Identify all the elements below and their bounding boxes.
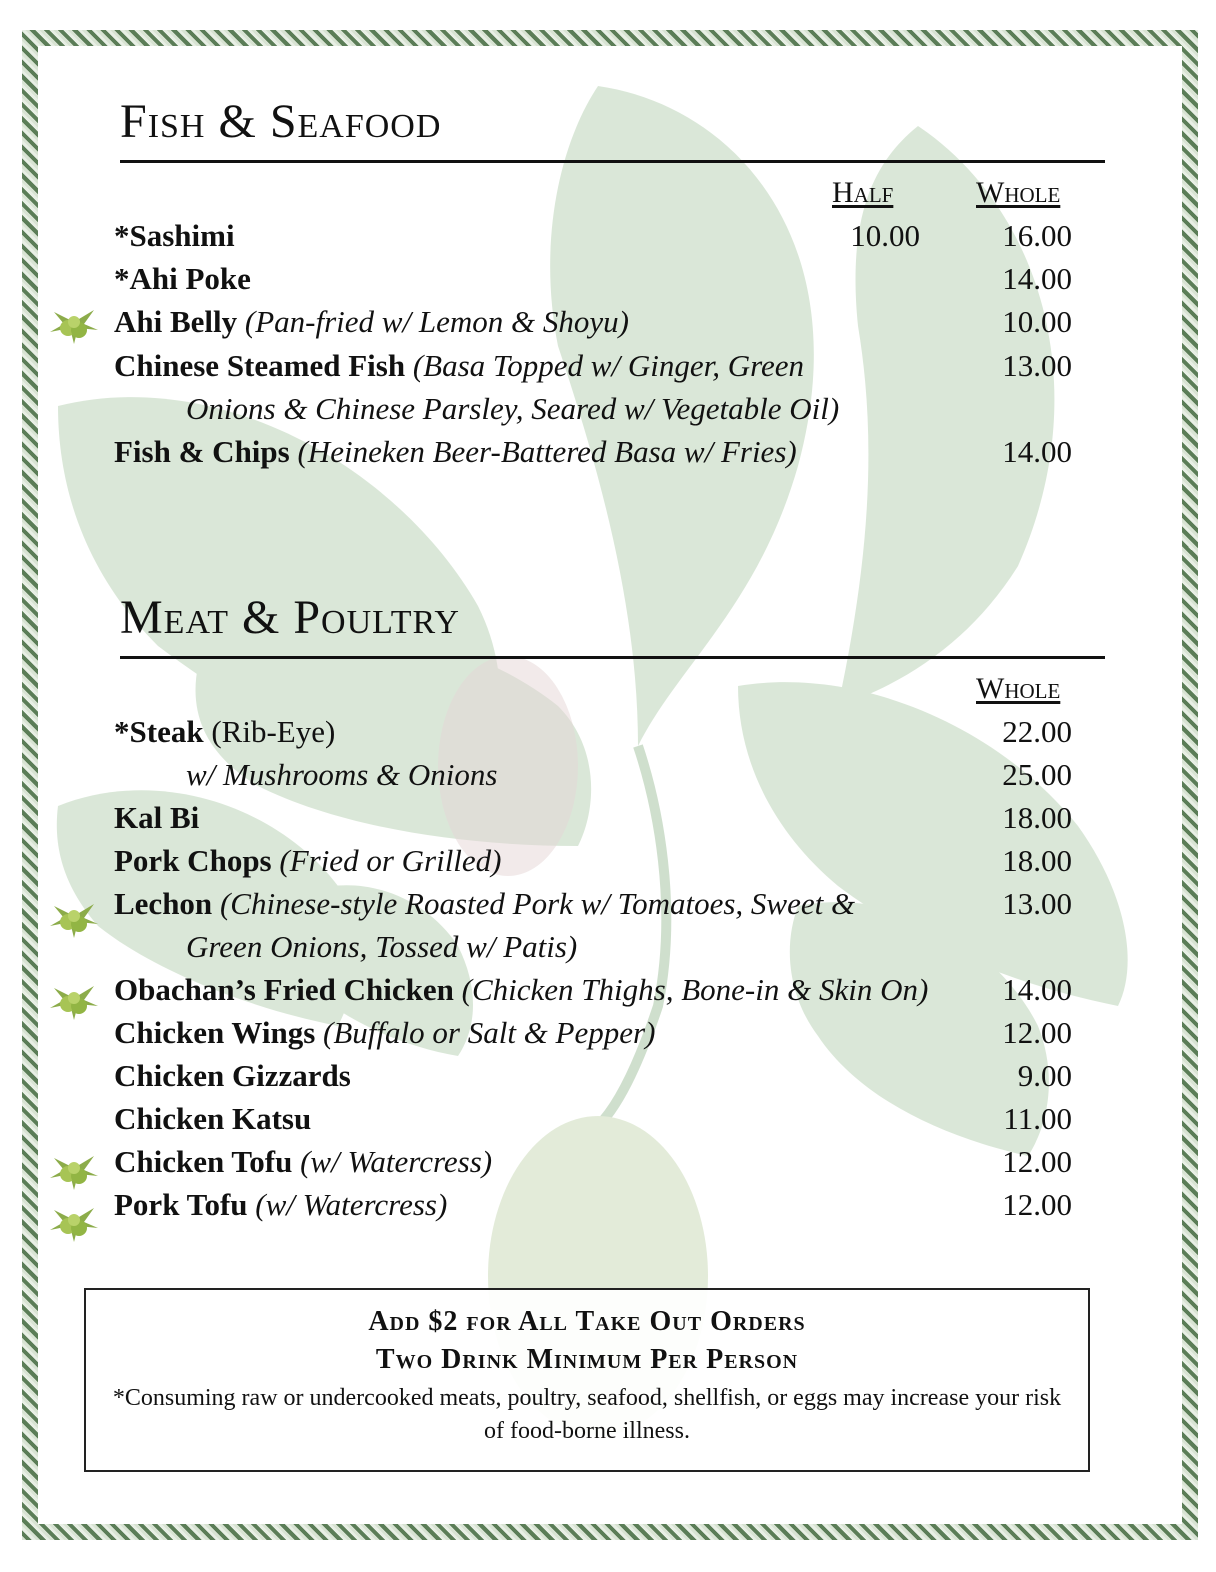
item-description: (Pan-fried w/ Lemon & Shoyu): [244, 304, 629, 339]
item-name: *Ahi Poke: [114, 261, 251, 296]
menu-item-chicken-wings: [114, 1015, 655, 1051]
price-whole: 25.00: [1002, 757, 1072, 792]
price-whole: 12.00: [1002, 1144, 1072, 1179]
menu-item-lechon: [114, 886, 855, 922]
price-whole: 12.00: [1002, 1015, 1072, 1050]
breadfruit-icon: [48, 1200, 100, 1246]
menu-item-chicken-tofu: [114, 1144, 492, 1180]
menu-item-chicken-katsu: [114, 1101, 311, 1137]
takeout-notice: Add $2 for All Take Out Orders: [368, 1306, 806, 1337]
menu-item-kal-bi: [114, 800, 199, 836]
item-description-continued: Onions & Chinese Parsley, Seared w/ Vegetable Oil): [186, 391, 840, 426]
price-whole: 11.00: [1003, 1101, 1072, 1136]
section-divider: [120, 160, 1105, 163]
item-name: Chicken Tofu: [114, 1144, 293, 1179]
item-description: (Buffalo or Salt & Pepper): [323, 1015, 656, 1050]
item-description: (w/ Watercress): [255, 1187, 448, 1222]
menu-item-ahi-poke: [114, 261, 251, 297]
item-name: Chicken Gizzards: [114, 1058, 351, 1093]
item-name: Lechon: [114, 886, 213, 921]
price-whole: 13.00: [1002, 348, 1072, 383]
item-name: Kal Bi: [114, 800, 200, 835]
item-description: (Fried or Grilled): [279, 843, 502, 878]
menu-item-chinese-steamed-fish: [114, 348, 804, 384]
item-name: Obachan’s Fried Chicken: [114, 972, 454, 1007]
whole-column-header: Whole: [976, 672, 1061, 705]
menu-item-sashimi: [114, 218, 235, 254]
price-whole: 10.00: [1002, 304, 1072, 339]
breadfruit-icon: [48, 302, 100, 348]
price-whole: 18.00: [1002, 843, 1072, 878]
price-whole: 13.00: [1002, 886, 1072, 921]
price-whole: 14.00: [1002, 434, 1072, 469]
half-column-header: Half: [832, 176, 894, 209]
menu-item-steak-variant: w/ Mushrooms & Onions: [186, 757, 498, 792]
item-name: Pork Chops: [114, 843, 272, 878]
breadfruit-icon: [48, 896, 100, 942]
notice-box: [84, 1288, 1090, 1472]
item-description: (Chinese-style Roasted Pork w/ Tomatoes, Sweet &: [219, 886, 856, 921]
price-whole: 14.00: [1002, 972, 1072, 1007]
whole-column-header: Whole: [976, 176, 1061, 209]
price-whole: 22.00: [1002, 714, 1072, 749]
price-whole: 12.00: [1002, 1187, 1072, 1222]
item-description: (Chicken Thighs, Bone-in & Skin On): [461, 972, 929, 1007]
price-whole: 9.00: [1017, 1058, 1072, 1093]
menu-item-obachans-fried-chicken: [114, 972, 928, 1008]
menu-item-pork-chops: [114, 843, 502, 879]
item-name: *Sashimi: [114, 218, 235, 253]
drink-minimum-notice: Two Drink Minimum Per Person: [375, 1344, 799, 1375]
menu-item-pork-tofu: [114, 1187, 447, 1223]
item-description: (w/ Watercress): [300, 1144, 493, 1179]
item-name: Chinese Steamed Fish: [114, 348, 406, 383]
menu-item-steak: [114, 714, 335, 750]
item-description-continued: Green Onions, Tossed w/ Patis): [186, 929, 578, 964]
section-divider: [120, 656, 1105, 659]
menu-item-chicken-gizzards: [114, 1058, 351, 1094]
section-title-fish: Fish & Seafood: [120, 95, 442, 148]
item-name: Chicken Wings: [114, 1015, 316, 1050]
item-name: Chicken Katsu: [114, 1101, 312, 1136]
price-half: 10.00: [850, 218, 920, 253]
price-whole: 16.00: [1002, 218, 1072, 253]
menu-item-fish-and-chips: [114, 434, 797, 470]
price-whole: 18.00: [1002, 800, 1072, 835]
item-description: (Heineken Beer-Battered Basa w/ Fries): [297, 434, 797, 469]
item-name: Fish & Chips: [114, 434, 290, 469]
item-name: *Steak: [114, 714, 204, 749]
breadfruit-icon: [48, 978, 100, 1024]
price-whole: 14.00: [1002, 261, 1072, 296]
breadfruit-icon: [48, 1148, 100, 1194]
item-name: Ahi Belly: [114, 304, 238, 339]
item-description: (Basa Topped w/ Ginger, Green: [412, 348, 805, 383]
item-name: Pork Tofu: [114, 1187, 248, 1222]
item-description: (Rib-Eye): [211, 714, 336, 749]
health-warning: *Consuming raw or undercooked meats, poultry, seafood, shellfish, or eggs may increase your risk of food-borne illness.: [112, 1385, 1062, 1444]
menu-item-ahi-belly: [114, 304, 629, 340]
section-title-meat: Meat & Poultry: [120, 591, 460, 644]
